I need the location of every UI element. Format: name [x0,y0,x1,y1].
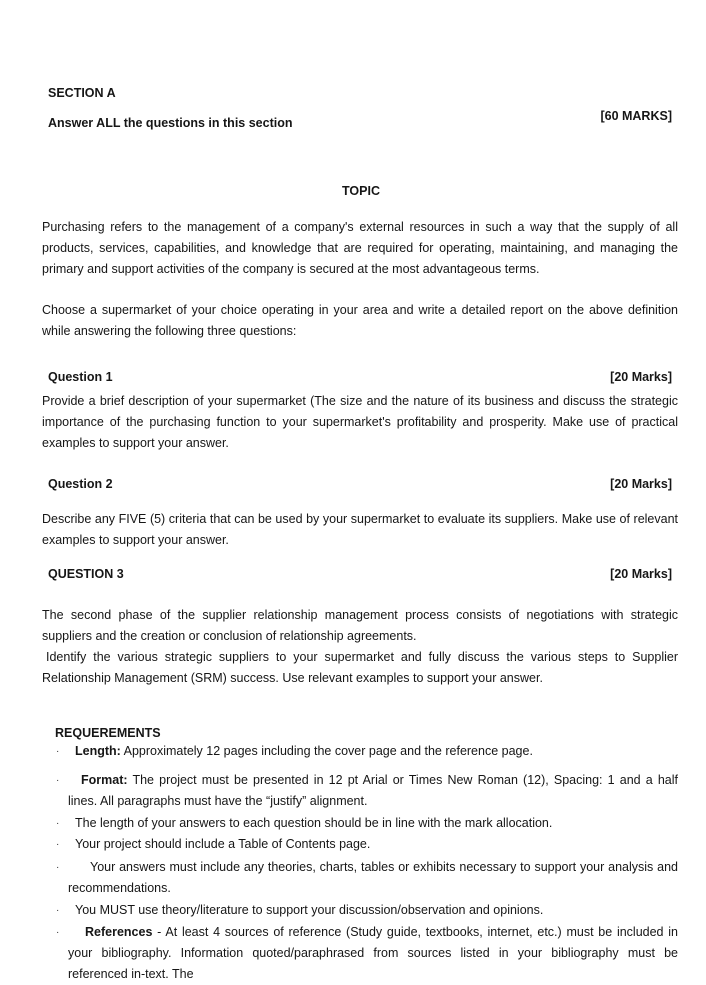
topic-heading: TOPIC [342,184,380,198]
requirement-bold: Length: [75,744,121,758]
topic-paragraph-2: Choose a supermarket of your choice operating in your area and write a detailed report on the above definition while answering the following three questions: [42,303,678,338]
question-2-text: Describe any FIVE (5) criteria that can be used by your supermarket to evaluate its suppliers. Make use of relevant examples to support your answer. [42,512,678,547]
requirement-bold: Format: [81,773,128,787]
requirement-text [68,741,678,762]
question-2-label: Question 2 [48,477,113,491]
requirements-heading: REQUEREMENTS [55,726,161,740]
question-2-marks: [20 Marks] [610,477,672,491]
question-3-text-1: The second phase of the supplier relationship management process consists of negotiations with strategic suppliers and the creation or conclusion of relationship agreements. [42,608,678,643]
bullet-icon: · [56,839,60,850]
requirement-body: Your project should include a Table of Contents page. [75,837,371,851]
question-1-marks: [20 Marks] [610,370,672,384]
requirement-body: The length of your answers to each question should be in line with the mark allocation. [75,816,553,830]
question-3-marks: [20 Marks] [610,567,672,581]
bullet-icon: · [56,746,60,757]
requirement-text [68,770,678,812]
requirement-text [68,834,678,855]
question-1-text: Provide a brief description of your supermarket (The size and the nature of its business and discuss the strategic importance of the purchasing function to your supermarket's profitability and prosperity. Make use of practical examples to support your answer. [42,394,678,450]
question-3-header [48,567,672,581]
section-instruction: Answer ALL the questions in this section [48,116,293,130]
requirement-body: Your answers must include any theories, charts, tables or exhibits necessary to support your analysis and recommendations. [68,860,678,895]
requirement-body: The project must be presented in 12 pt Arial or Times New Roman (12), Spacing: 1 and a half lines. All paragraphs must have the “justify” alignment. [68,773,678,808]
requirement-text [68,813,678,834]
requirement-body: You MUST use theory/literature to support your discussion/observation and opinions. [75,903,544,917]
section-title: SECTION A [48,86,116,100]
bullet-icon: · [56,775,60,786]
section-marks: [60 MARKS] [600,109,672,123]
question-3-text-2: Identify the various strategic suppliers to your supermarket and fully discuss the various steps to Supplier Relationship Management (SRM) success. Use relevant examples to support your answer. [42,650,678,685]
bullet-icon: · [56,818,60,829]
requirement-text [68,857,678,899]
question-3-label: QUESTION 3 [48,567,124,581]
question-1-header [48,370,672,384]
bullet-icon: · [56,927,60,938]
requirement-text [68,922,678,985]
bullet-icon: · [56,862,60,873]
question-1-label: Question 1 [48,370,113,384]
question-2-header [48,477,672,491]
topic-paragraph-1: Purchasing refers to the management of a company's external resources in such a way that the supply of all products, services, capabilities, and knowledge that are required for operating, maintaining, and managing the primary and support activities of the company is secured at the most advantageous terms. [42,220,678,276]
bullet-icon: · [56,905,60,916]
requirement-text [68,900,678,921]
requirement-body: Approximately 12 pages including the cover page and the reference page. [120,744,533,758]
requirement-bold: References [85,925,153,939]
requirement-body: - At least 4 sources of reference (Study guide, textbooks, internet, etc.) must be included in your bibliography. Information quoted/paraphrased from sources listed in your bibliography must be referenced in-text. The [68,925,678,981]
